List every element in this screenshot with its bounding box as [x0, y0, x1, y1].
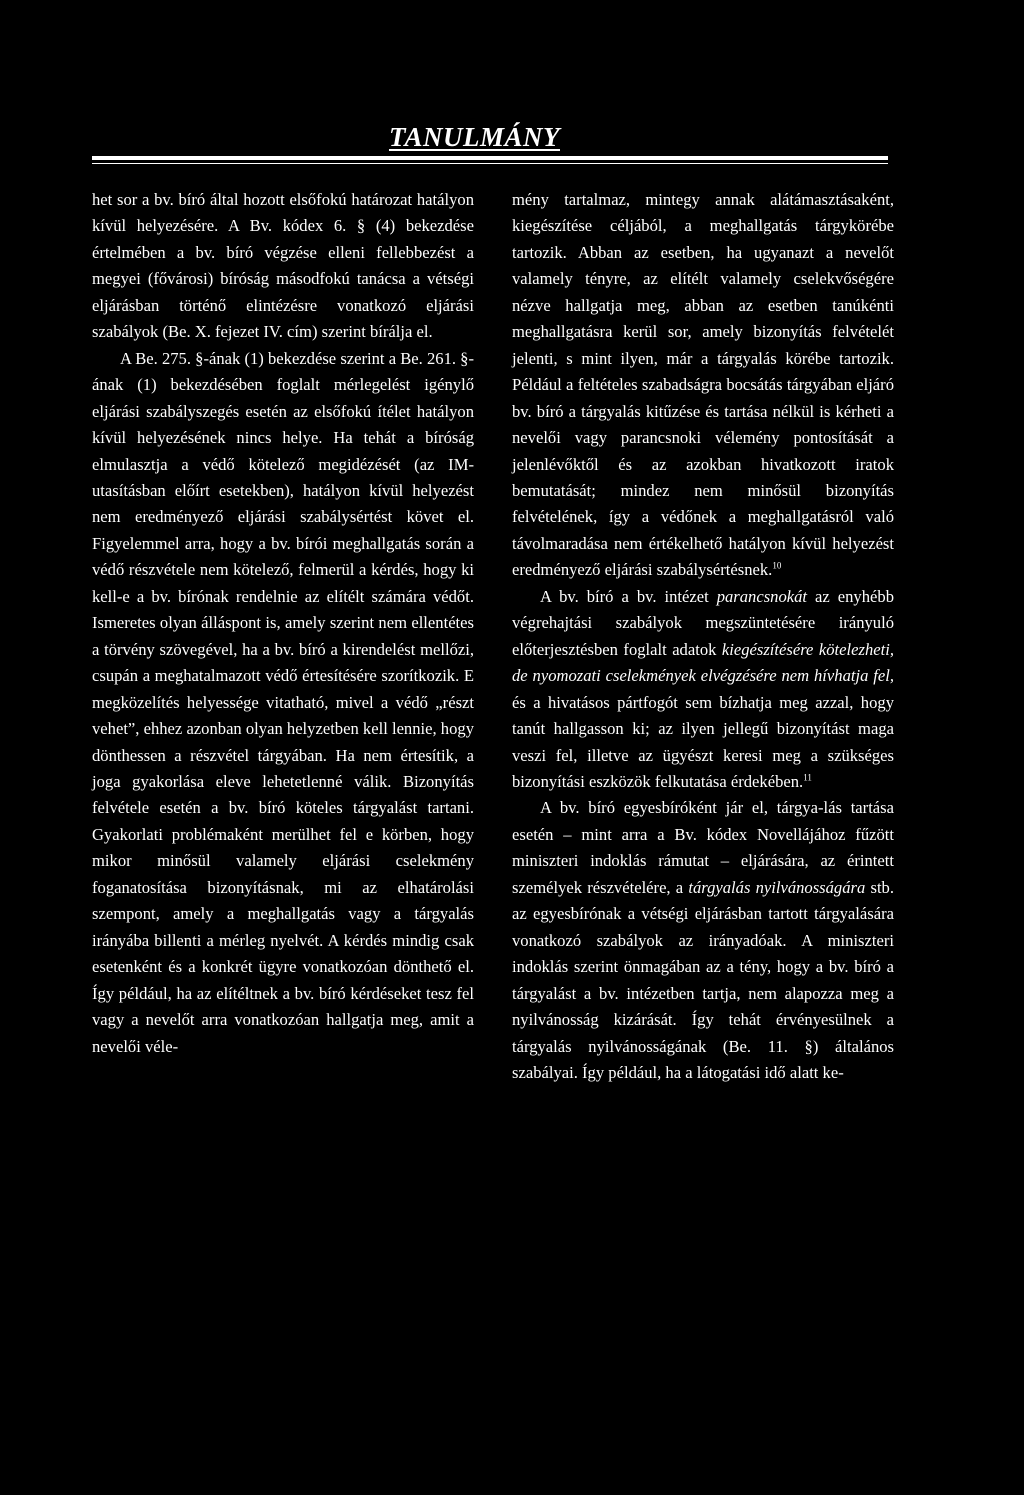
paragraph: A Be. 275. §-ának (1) bekezdése szerint a Be. 261. §-ának (1) bekezdésében foglalt mérlegelést igénylő eljárási szabályszegés esetén az elsőfokú ítélet hatályon kívül helyezésének nincs helye. Ha tehát a bíróság elmulasztja a védő kötelező megidézését (az IM-utasításban előírt esetekben), hatályon kívül helyezést nem eredményező eljárási szabálysértést követ el. Figyelemmel arra, hogy a bv. bírói meghallgatás során a védő részvétele nem kötelező, felmerül a kérdés, hogy ki kell-e a bv. bírónak rendelnie az elítélt számára védőt. Ismeretes olyan álláspont is, amely szerint nem ellentétes a törvény szövegével, ha a bv. bíró a kirendelést mellőzi, csupán a meghatalmazott védő értesítésére szorítkozik. E megközelítés helyessége vitatható, mivel a védő „részt vehet”, ehhez azonban olyan helyzetben kell lennie, hogy dönthessen a részvétel tárgyában. Ha nem értesítik, a joga gyakorlása eleve lehetetlenné válik. Bizonyítás felvétele esetén a bv. bíró köteles tárgyalást tartani. Gyakorlati problémaként merülhet fel e körben, hogy mikor minősül valamely eljárási cselekmény foganatosítása bizonyításnak, mi az elhatárolási szempont, amely a meghallgatás vagy a tárgyalás irányába billenti a mérleg nyelvét. A kérdés mindig csak esetenként és a konkrét ügyre vonatkozóan dönthető el. Így például, ha az elítéltnek a bv. bíró kérdéseket tesz fel vagy a nevelőt arra vonatkozóan hallgatja meg, amit a nevelői véle-: [92, 348, 474, 1056]
footnote-ref-11: 11: [803, 772, 812, 783]
italic-text: kiegészítésére kötelezheti, de nyomozati cselekmények elvégzésére nem hívhatja fel,: [512, 639, 894, 686]
section-title: TANULMÁNY: [388, 122, 560, 152]
left-column: [92, 187, 474, 1060]
paragraph-text: stb. az egyesbírónak a vétségi eljárásban tartott tárgyalására vonatkozó szabályok az irányadóak. A miniszteri indoklás szerint önmagában az a tény, hogy a bv. bíró a tárgyalást a bv. intézetben tartja, nem alapozza meg a nyilvánosság kizárását. Így tehát érvényesülnek a tárgyalás nyilvánosságának (Be. 11. §) általános szabályai. Így például, ha a látogatási idő alatt ke-: [512, 877, 894, 1082]
paragraph: [512, 187, 894, 584]
italic-text: tárgyalás nyilvánosságára: [688, 877, 866, 897]
paragraph: het sor a bv. bíró által hozott elsőfokú határozat hatályon kívül helyezésére. A Bv. kódex 6. § (4) bekezdése értelmében a bv. bíró végzése elleni fellebbezést a megyei (fővárosi) bíróság másodfokú tanácsa a vétségi eljárásban történő elintézésre vonatkozó eljárási szabályok (Be. X. fejezet IV. cím) szerint bírálja el.: [92, 190, 474, 342]
header-rule-thin: [92, 163, 888, 164]
header-rule-thick: [92, 156, 888, 160]
page-header: [92, 118, 888, 178]
footnote-ref-10: 10: [772, 560, 782, 571]
paragraph-text: az enyhébb végrehajtási szabályok megszüntetésére irányuló előterjesztésben foglalt adatok: [512, 586, 894, 659]
paragraph-text: és a hivatásos pártfogót sem bízhatja meg azzal, hogy tanút hallgasson ki; az ilyen jellegű bizonyítást maga veszi fel, illetve az ügyészt keresi meg a szükséges bizonyítási eszközök felkutatása érdekében.: [512, 692, 894, 791]
paragraph-text: A bv. bíró a bv. intézet: [540, 586, 717, 606]
paragraph: [512, 795, 894, 1086]
italic-text: parancsnokát: [716, 586, 808, 606]
right-column: [512, 187, 894, 1086]
paragraph-text: A bv. bíró egyesbíróként jár el, tárgya-lás tartása esetén – mint arra a Bv. kódex Novellájához fűzött miniszteri indoklás rámutat – eljárására, az érintett személyek részvételére, a: [512, 798, 894, 897]
paragraph-text: mény tartalmaz, mintegy annak alátámasztásaként, kiegészítése céljából, a meghallgatás tárgykörébe tartozik. Abban az esetben, ha ugyanazt a nevelőt valamely tényre, az elítélt valamely cselekvőségére nézve hallgatja meg, abban az esetben tanúkénti meghallgatásra kerül sor, amely bizonyítás felvételét jelenti, s mint ilyen, már a tárgyalás körébe tartozik. Például a feltételes szabadságra bocsátás tárgyában eljáró bv. bíró a tárgyalás kitűzése és tartása nélkül is kérheti a nevelői vagy parancsnoki vélemény pontosítását a jelenlévőktől és az azokban hivatkozott iratok bemutatását; mindez nem minősül bizonyítás felvételének, így a védőnek a meghallgatásról való távolmaradása nem értékelhető hatályon kívül helyezést eredményező eljárási szabálysértésnek.: [512, 190, 894, 580]
paragraph: [512, 584, 894, 796]
